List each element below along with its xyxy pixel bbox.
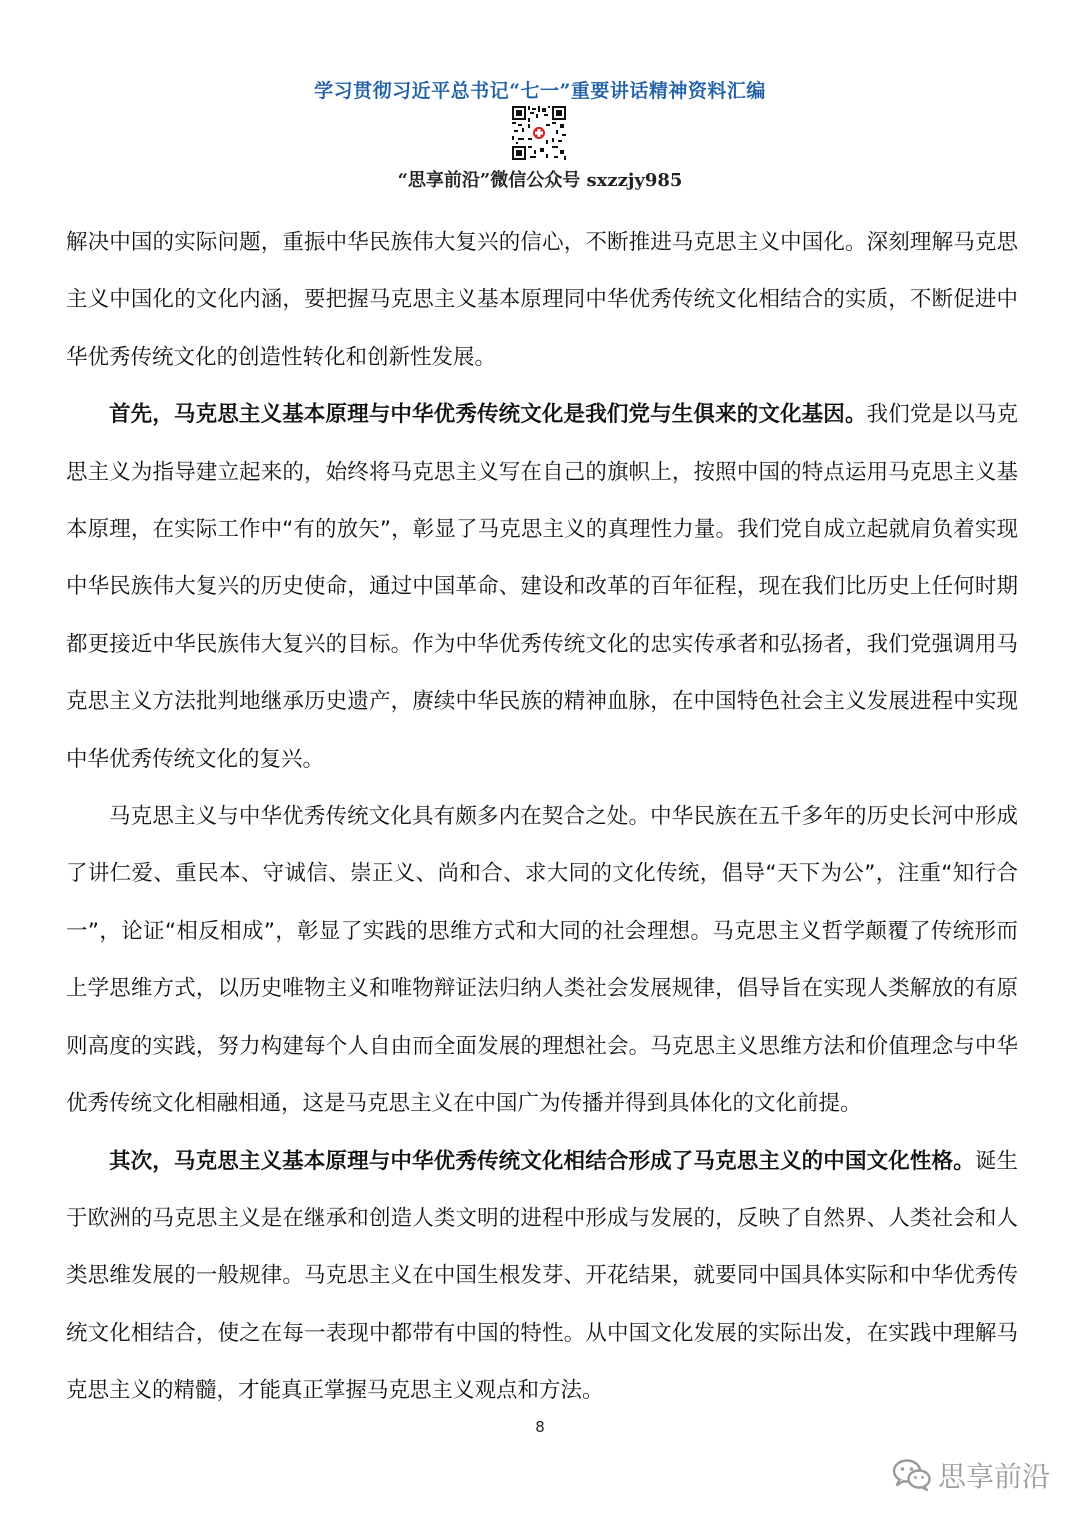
paragraph-4-rest: 诞生于欧洲的马克思主义是在继承和创造人类文明的进程中形成与发展的，反映了自然界、人类社会和人类思维发展的一般规律。马克思主义在中国生根发芽、开花结果，就要同中国具体实际和中华优秀传统文化相结合，使之在每一表现中都带有中国的特性。从中国文化发展的实际出发，在实践中理解马克思主义的精髓，才能真正掌握马克思主义观点和方法。 bbox=[66, 1148, 1018, 1404]
paragraph-4-lead: 其次，马克思主义基本原理与中华优秀传统文化相结合形成了马克思主义的中国文化性格。 bbox=[109, 1148, 975, 1174]
header-title: 学习贯彻习近平总书记“七一”重要讲话精神资料汇编 bbox=[314, 80, 766, 102]
paragraph-2-lead: 首先，马克思主义基本原理与中华优秀传统文化是我们党与生俱来的文化基因。 bbox=[109, 402, 867, 428]
wechat-icon bbox=[892, 1458, 932, 1492]
watermark bbox=[892, 1455, 1050, 1495]
paragraph-2-rest: 我们党是以马克思主义为指导建立起来的，始终将马克思主义写在自己的旗帜上，按照中国的特点运用马克思主义基本原理，在实际工作中“有的放矢”，彰显了马克思主义的真理性力量。我们党自成立起就肩负着实现中华民族伟大复兴的历史使命，通过中国革命、建设和改革的百年征程，现在我们比历史上任何时期都更接近中华民族伟大复兴的目标。作为中华优秀传统文化的忠实传承者和弘扬者，我们党强调用马克思主义方法批判地继承历史遗产，赓续中华民族的精神血脉，在中国特色社会主义发展进程中实现中华优秀传统文化的复兴。 bbox=[66, 402, 1018, 772]
paragraph-1: 解决中国的实际问题，重振中华民族伟大复兴的信心，不断推进马克思主义中国化。深刻理解马克思主义中国化的文化内涵，要把握马克思主义基本原理同中华优秀传统文化相结合的实质，不断促进中华优秀传统文化的创造性转化和创新性发展。 bbox=[66, 230, 1018, 370]
article-body bbox=[66, 214, 1018, 1420]
paragraph-4 bbox=[66, 1133, 1018, 1420]
qr-code-icon bbox=[512, 106, 566, 160]
paragraph-2 bbox=[66, 386, 1018, 788]
paragraph-3: 马克思主义与中华优秀传统文化具有颇多内在契合之处。中华民族在五千多年的历史长河中形成了讲仁爱、重民本、守诚信、崇正义、尚和合、求大同的文化传统，倡导“天下为公”，注重“知行合一”，论证“相反相成”，彰显了实践的思维方式和大同的社会理想。马克思主义哲学颠覆了传统形而上学思维方式，以历史唯物主义和唯物辩证法归纳人类社会发展规律，倡导旨在实现人类解放的有原则高度的实践，努力构建每个人自由而全面发展的理想社会。马克思主义思维方法和价值理念与中华优秀传统文化相融相通，这是马克思主义在中国广为传播并得到具体化的文化前提。 bbox=[66, 804, 1018, 1117]
page-number: 8 bbox=[535, 1418, 545, 1436]
header-account: “思享前沿”微信公众号 sxzzjy985 bbox=[397, 170, 683, 191]
watermark-text: 思享前沿 bbox=[938, 1460, 1051, 1493]
